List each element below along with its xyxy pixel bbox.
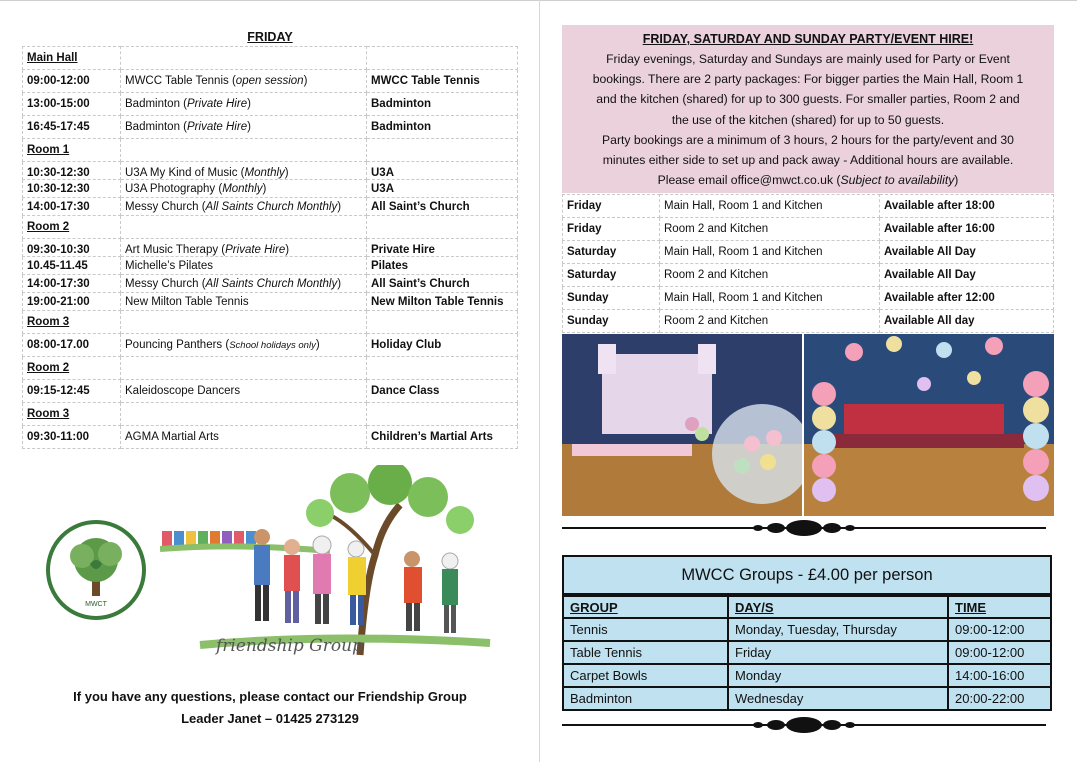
session-category: Badminton xyxy=(367,116,518,139)
session-category: MWCC Table Tennis xyxy=(367,70,518,93)
hire-email-line: Please email office@mwct.co.uk (Subject to availability) xyxy=(657,173,959,188)
hire-availability: Available after 12:00 xyxy=(880,287,1054,310)
activity-note: open session xyxy=(235,75,304,87)
groups-table xyxy=(562,595,1052,711)
schedule-row xyxy=(23,380,518,403)
groups-header-row xyxy=(563,596,1051,618)
empty-cell xyxy=(121,357,367,380)
activity-name: Badminton xyxy=(125,121,180,133)
empty-cell xyxy=(121,216,367,239)
session-category: Children’s Martial Arts xyxy=(367,426,518,449)
empty-cell xyxy=(367,403,518,426)
party-hire-text xyxy=(562,49,1054,190)
session-category: U3A xyxy=(367,180,518,198)
party-hire-info xyxy=(562,25,1054,193)
ornament-divider-top xyxy=(562,518,1046,538)
session-activity xyxy=(121,293,367,311)
hire-row xyxy=(563,310,1054,333)
schedule-row xyxy=(23,426,518,449)
bouncy-castle-photo-icon xyxy=(562,334,802,516)
session-category: Pilates xyxy=(367,257,518,275)
activity-note: Private Hire xyxy=(225,243,286,256)
ornament-icon xyxy=(562,518,1046,538)
hall-photo-bouncy-castle xyxy=(562,334,802,516)
friendship-illustration xyxy=(160,465,500,675)
session-time: 08:00-17.00 xyxy=(23,334,121,357)
session-time: 19:00-21:00 xyxy=(23,293,121,311)
empty-cell xyxy=(367,47,518,70)
schedule-row xyxy=(23,293,518,311)
activity-name: Messy Church xyxy=(125,277,199,290)
schedule-table xyxy=(22,46,518,449)
activity-note: Private Hire xyxy=(187,98,248,110)
session-time: 10:30-12:30 xyxy=(23,162,121,180)
hire-availability: Available after 18:00 xyxy=(880,195,1054,218)
session-time: 13:00-15:00 xyxy=(23,93,121,116)
session-category: Holiday Club xyxy=(367,334,518,357)
activity-name: U3A My Kind of Music xyxy=(125,166,238,179)
activity-note: Monthly xyxy=(222,182,263,195)
session-activity: MWCC Table Tennis (open session) xyxy=(121,70,367,93)
group-row xyxy=(563,618,1051,641)
hire-line: and the kitchen (shared) for up to 300 guests. For smaller parties, Room 2 and xyxy=(596,92,1020,107)
group-name: Badminton xyxy=(563,687,728,710)
section-header-row xyxy=(23,216,518,239)
hire-day: Saturday xyxy=(563,264,660,287)
session-activity: Pouncing Panthers (School holidays only) xyxy=(121,334,367,357)
group-row xyxy=(563,664,1051,687)
hire-row xyxy=(563,264,1054,287)
group-time: 09:00-12:00 xyxy=(948,641,1051,664)
group-name: Table Tennis xyxy=(563,641,728,664)
session-time: 10:30-12:30 xyxy=(23,180,121,198)
groups-header-group: GROUP xyxy=(563,596,728,618)
section-header-row xyxy=(23,139,518,162)
activity-name: Pouncing Panthers xyxy=(125,339,223,351)
hire-availability: Available All Day xyxy=(880,241,1054,264)
session-time: 09:15-12:45 xyxy=(23,380,121,403)
session-time: 10.45-11.45 xyxy=(23,257,121,275)
group-time: 20:00-22:00 xyxy=(948,687,1051,710)
activity-note: All Saints Church Monthly xyxy=(205,200,338,213)
hire-venue: Room 2 and Kitchen xyxy=(660,264,880,287)
logo-text: MWCT xyxy=(85,601,107,608)
activity-note: Private Hire xyxy=(187,121,248,133)
session-time: 09:00-12:00 xyxy=(23,70,121,93)
empty-cell xyxy=(121,139,367,162)
group-days: Friday xyxy=(728,641,948,664)
hire-day: Saturday xyxy=(563,241,660,264)
section-header-row xyxy=(23,403,518,426)
empty-cell xyxy=(121,311,367,334)
activity-note: Monthly xyxy=(244,166,285,179)
activity-name: New Milton Table Tennis xyxy=(125,295,249,308)
section-header-row xyxy=(23,357,518,380)
hire-venue: Room 2 and Kitchen xyxy=(660,310,880,333)
party-hire-title: FRIDAY, SATURDAY AND SUNDAY PARTY/EVENT HIRE! xyxy=(642,32,974,46)
activity-note: School holidays only xyxy=(229,340,316,351)
session-category: All Saint’s Church xyxy=(367,275,518,293)
schedule-row xyxy=(23,239,518,257)
session-activity: Messy Church (All Saints Church Monthly) xyxy=(121,275,367,293)
hire-venue: Main Hall, Room 1 and Kitchen xyxy=(660,195,880,218)
hire-day: Sunday xyxy=(563,287,660,310)
section-name: Room 2 xyxy=(23,216,121,239)
section-name: Room 1 xyxy=(23,139,121,162)
section-name: Room 2 xyxy=(23,357,121,380)
section-name: Main Hall xyxy=(23,47,121,70)
group-row xyxy=(563,687,1051,710)
schedule-row xyxy=(23,116,518,139)
session-category: Dance Class xyxy=(367,380,518,403)
activity-name: AGMA Martial Arts xyxy=(125,431,219,443)
section-header-row xyxy=(23,47,518,70)
schedule-row xyxy=(23,70,518,93)
groups-header-time: TIME xyxy=(948,596,1051,618)
hire-day: Friday xyxy=(563,218,660,241)
session-category: Badminton xyxy=(367,93,518,116)
balloon-hall-photo-icon xyxy=(804,334,1054,516)
schedule-row xyxy=(23,275,518,293)
hire-row xyxy=(563,218,1054,241)
activity-name: MWCC Table Tennis xyxy=(125,75,229,87)
session-activity: Badminton (Private Hire) xyxy=(121,116,367,139)
hire-line: the use of the kitchen (shared) for up to 50 guests. xyxy=(671,112,945,127)
group-time: 14:00-16:00 xyxy=(948,664,1051,687)
schedule-title: FRIDAY xyxy=(247,30,293,44)
empty-cell xyxy=(121,47,367,70)
empty-cell xyxy=(367,216,518,239)
groups-header-days: DAY/S xyxy=(728,596,948,618)
session-activity: Badminton (Private Hire) xyxy=(121,93,367,116)
session-time: 09:30-11:00 xyxy=(23,426,121,449)
activity-name: Badminton xyxy=(125,98,180,110)
session-category: All Saint’s Church xyxy=(367,198,518,216)
hire-availability-table xyxy=(562,194,1054,333)
schedule-row xyxy=(23,257,518,275)
hire-availability: Available All Day xyxy=(880,264,1054,287)
session-time: 09:30-10:30 xyxy=(23,239,121,257)
contact-line-1: If you have any questions, please contact our Friendship Group xyxy=(73,689,467,704)
illustration-caption: friendship Group xyxy=(216,636,363,656)
tree-logo-icon xyxy=(50,524,142,616)
page-divider xyxy=(539,0,540,762)
activity-name: Kaleidoscope Dancers xyxy=(125,385,241,397)
section-name: Room 3 xyxy=(23,311,121,334)
activity-name: U3A Photography xyxy=(125,182,216,195)
section-name: Room 3 xyxy=(23,403,121,426)
session-time: 14:00-17:30 xyxy=(23,198,121,216)
session-time: 14:00-17:30 xyxy=(23,275,121,293)
group-days: Wednesday xyxy=(728,687,948,710)
hire-line: Friday evenings, Saturday and Sundays are mainly used for Party or Event xyxy=(606,52,1010,66)
friday-schedule xyxy=(22,26,518,449)
hire-line: minutes either side to set up and pack away - Additional hours are available. xyxy=(602,153,1014,168)
empty-cell xyxy=(367,311,518,334)
contact-line-2: Leader Janet – 01425 273129 xyxy=(181,711,359,726)
empty-cell xyxy=(121,403,367,426)
section-header-row xyxy=(23,311,518,334)
session-activity: Art Music Therapy (Private Hire) xyxy=(121,239,367,257)
hall-photo-balloons xyxy=(804,334,1054,516)
friendship-group-icon xyxy=(160,465,500,675)
hire-availability: Available after 16:00 xyxy=(880,218,1054,241)
session-category: New Milton Table Tennis xyxy=(367,293,518,311)
empty-cell xyxy=(367,139,518,162)
hire-venue: Main Hall, Room 1 and Kitchen xyxy=(660,287,880,310)
activity-name: Art Music Therapy xyxy=(125,243,219,256)
ornament-icon xyxy=(562,715,1046,735)
hire-row xyxy=(563,195,1054,218)
session-activity xyxy=(121,426,367,449)
schedule-row xyxy=(23,334,518,357)
group-days: Monday, Tuesday, Thursday xyxy=(728,618,948,641)
hire-day: Sunday xyxy=(563,310,660,333)
session-time: 16:45-17:45 xyxy=(23,116,121,139)
group-row xyxy=(563,641,1051,664)
hire-venue: Room 2 and Kitchen xyxy=(660,218,880,241)
empty-cell xyxy=(367,357,518,380)
group-days: Monday xyxy=(728,664,948,687)
group-name: Tennis xyxy=(563,618,728,641)
hire-line: Party bookings are a minimum of 3 hours, 2 hours for the party/event and 30 xyxy=(602,132,1014,147)
ornament-divider-bottom xyxy=(562,715,1046,735)
group-name: Carpet Bowls xyxy=(563,664,728,687)
session-activity xyxy=(121,380,367,403)
activity-name: Messy Church xyxy=(125,200,199,213)
session-activity: U3A My Kind of Music (Monthly) xyxy=(121,162,367,180)
hire-line: bookings. There are 2 party packages: For bigger parties the Main Hall, Room 1 xyxy=(592,72,1024,87)
activity-note: All Saints Church Monthly xyxy=(205,277,338,290)
hire-day: Friday xyxy=(563,195,660,218)
schedule-row xyxy=(23,198,518,216)
session-category: U3A xyxy=(367,162,518,180)
schedule-row xyxy=(23,180,518,198)
friendship-contact xyxy=(22,686,518,730)
mwct-logo xyxy=(46,520,146,620)
hire-row xyxy=(563,241,1054,264)
schedule-row xyxy=(23,162,518,180)
hire-row xyxy=(563,287,1054,310)
session-activity: U3A Photography (Monthly) xyxy=(121,180,367,198)
hire-availability: Available All day xyxy=(880,310,1054,333)
session-activity: Messy Church (All Saints Church Monthly) xyxy=(121,198,367,216)
groups-title: MWCC Groups - £4.00 per person xyxy=(562,555,1052,595)
session-category: Private Hire xyxy=(367,239,518,257)
session-activity xyxy=(121,257,367,275)
group-time: 09:00-12:00 xyxy=(948,618,1051,641)
hire-venue: Main Hall, Room 1 and Kitchen xyxy=(660,241,880,264)
activity-name: Michelle’s Pilates xyxy=(125,259,213,272)
schedule-row xyxy=(23,93,518,116)
